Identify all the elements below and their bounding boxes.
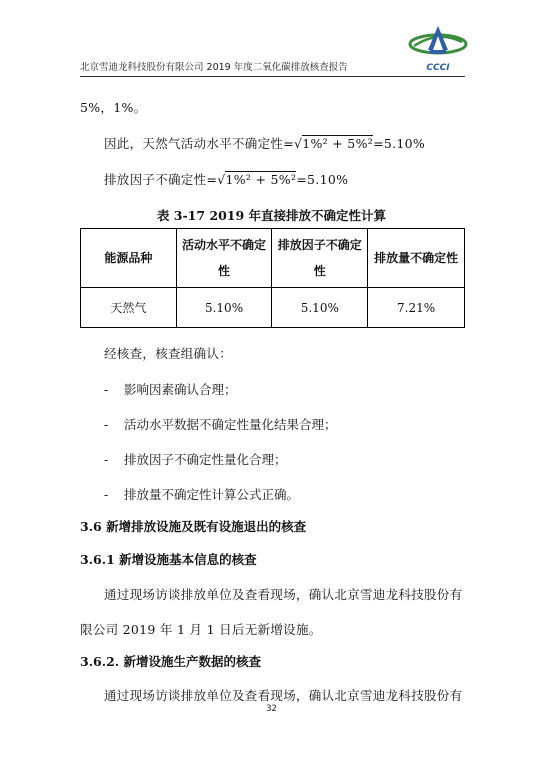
header-divider — [80, 76, 465, 77]
review-intro: 经核查，核查组确认： — [104, 346, 233, 361]
factor-formula-expression: 1%² + 5%² — [225, 172, 297, 187]
activity-uncertainty-formula — [104, 134, 425, 152]
table-header-cell: 活动水平不确定性 — [176, 229, 272, 288]
list-item-text: 影响因素确认合理； — [124, 382, 237, 397]
paragraph-line: 通过现场访谈排放单位及查看现场，确认北京雪迪龙科技股份有 — [104, 587, 463, 602]
list-item — [104, 415, 337, 433]
list-dash-icon: - — [104, 382, 109, 397]
list-item-text: 排放因子不确定性量化合理； — [124, 452, 287, 467]
table-cell: 5.10% — [176, 288, 272, 328]
ccci-logo-icon — [408, 20, 468, 76]
list-item — [104, 485, 299, 503]
list-dash-icon: - — [104, 452, 109, 467]
table-row — [81, 288, 465, 328]
table-cell: 天然气 — [81, 288, 177, 328]
list-item-text: 排放量不确定性计算公式正确。 — [124, 487, 300, 502]
list-dash-icon: - — [104, 487, 109, 502]
activity-formula-prefix: 因此，天然气活动水平不确定性= — [104, 136, 294, 151]
text-line-1: 5%，1%。 — [80, 100, 147, 115]
sqrt-symbol-icon: √ — [293, 136, 303, 151]
table-caption: 表 3-17 2019 年直接排放不确定性计算 — [156, 208, 387, 223]
activity-formula-result: =5.10% — [373, 136, 426, 151]
subsection-heading-3-6-2: 3.6.2. 新增设施生产数据的核查 — [80, 654, 262, 669]
report-header-title: 北京雪迪龙科技股份有限公司 2019 年度二氧化碳排放核查报告 — [80, 62, 348, 73]
list-item-text: 活动水平数据不确定性量化结果合理； — [124, 417, 337, 432]
sqrt-symbol-icon: √ — [217, 172, 226, 187]
subsection-heading-3-6-1: 3.6.1 新增设施基本信息的核查 — [80, 552, 257, 567]
factor-uncertainty-formula — [104, 170, 348, 188]
table-header-row — [81, 229, 465, 288]
table-cell: 7.21% — [368, 288, 465, 328]
table-cell: 5.10% — [272, 288, 368, 328]
uncertainty-table — [80, 228, 465, 328]
section-heading-3-6: 3.6 新增排放设施及既有设施退出的核查 — [80, 519, 307, 534]
factor-formula-prefix: 排放因子不确定性= — [104, 172, 218, 187]
table-header-cell: 排放量不确定性 — [368, 229, 465, 288]
table-header-cell: 能源品种 — [81, 229, 177, 288]
table-header-cell: 排放因子不确定性 — [272, 229, 368, 288]
paragraph-line: 通过现场访谈排放单位及查看现场，确认北京雪迪龙科技股份有 — [104, 688, 463, 703]
factor-formula-result: =5.10% — [296, 172, 349, 187]
list-dash-icon: - — [104, 417, 109, 432]
activity-formula-expression: 1%² + 5%² — [302, 136, 374, 151]
list-item — [104, 380, 237, 398]
page-number: 32 — [266, 704, 277, 714]
paragraph-line: 限公司 2019 年 1 月 1 日后无新增设施。 — [80, 622, 322, 637]
list-item — [104, 450, 287, 468]
logo-text: CCCI — [426, 63, 450, 73]
